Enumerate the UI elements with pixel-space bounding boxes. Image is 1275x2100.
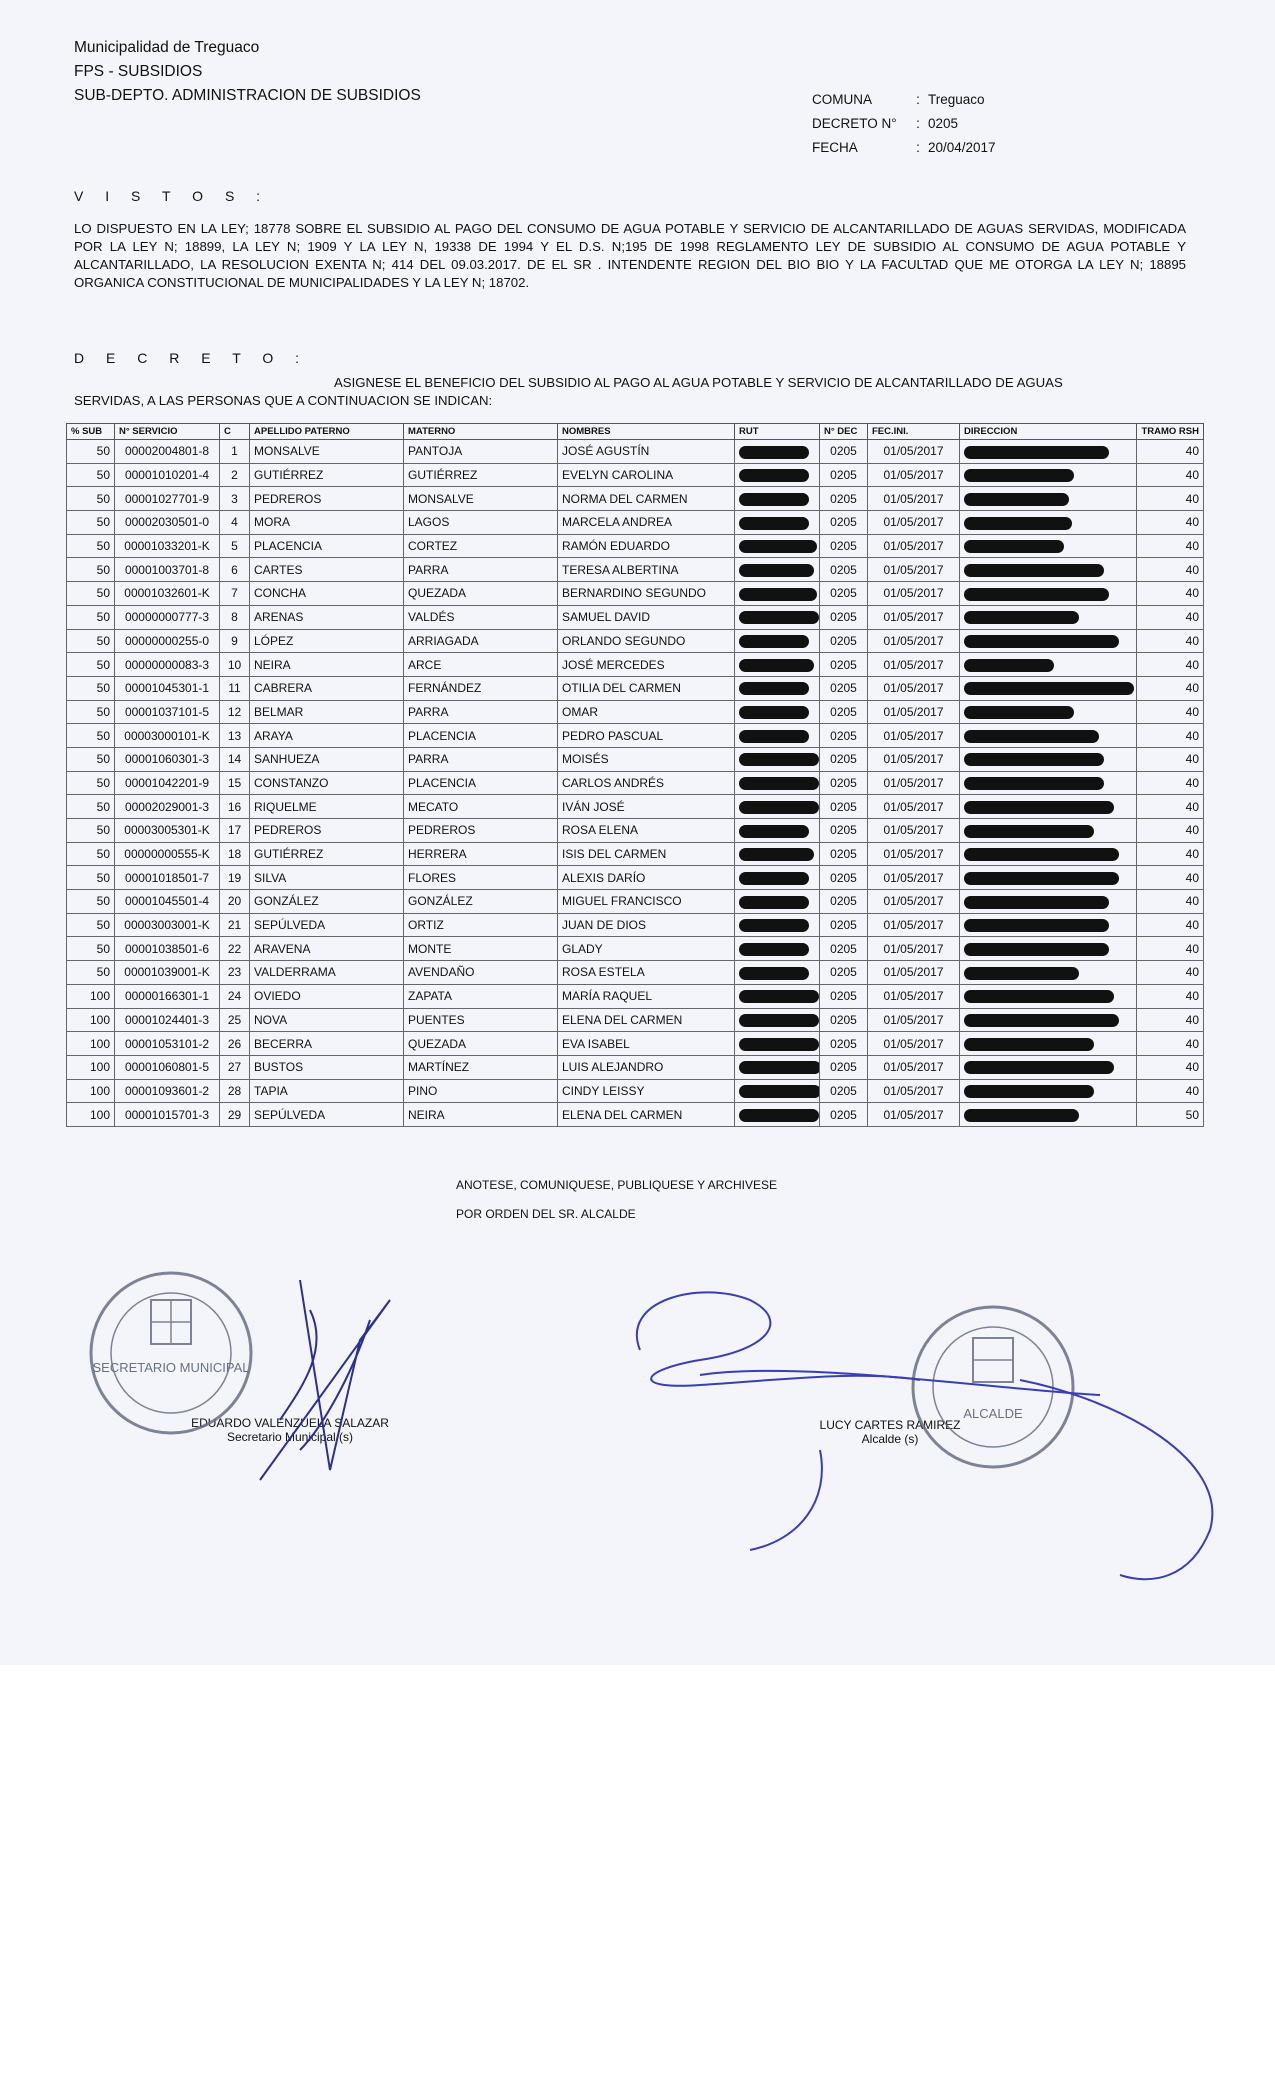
table-cell: 0205	[820, 747, 868, 771]
table-cell: BECERRA	[250, 1032, 404, 1056]
table-cell: 23	[220, 961, 250, 985]
table-cell: IVÁN JOSÉ	[558, 795, 735, 819]
table-cell: 01/05/2017	[868, 1079, 960, 1103]
table-cell: 29	[220, 1103, 250, 1127]
table-cell: 00003005301-K	[115, 819, 220, 843]
table-cell: RIQUELME	[250, 795, 404, 819]
right-signatory-name: LUCY CARTES RAMIREZ	[819, 1418, 961, 1432]
table-cell: 00001045501-4	[115, 890, 220, 914]
table-cell: ARENAS	[250, 605, 404, 629]
table-cell: 9	[220, 629, 250, 653]
table-cell: 40	[1137, 913, 1204, 937]
table-cell: 40	[1137, 937, 1204, 961]
column-header: MATERNO	[404, 424, 558, 440]
table-cell: 0205	[820, 819, 868, 843]
table-cell: 50	[67, 487, 115, 511]
table-cell: ARAYA	[250, 724, 404, 748]
table-cell: CARTES	[250, 558, 404, 582]
table-cell: ORTIZ	[404, 913, 558, 937]
table-cell: 40	[1137, 1008, 1204, 1032]
table-cell: CARLOS ANDRÉS	[558, 771, 735, 795]
table-cell: 0205	[820, 1079, 868, 1103]
decreto-heading: D E C R E T O :	[74, 350, 309, 366]
table-cell: GLADY	[558, 937, 735, 961]
column-header: FEC.INI.	[868, 424, 960, 440]
table-cell: 0205	[820, 724, 868, 748]
table-cell: ALEXIS DARÍO	[558, 866, 735, 890]
table-cell: 40	[1137, 1055, 1204, 1079]
table-cell: 00000000777-3	[115, 605, 220, 629]
column-header: % SUB	[67, 424, 115, 440]
table-cell: 0205	[820, 771, 868, 795]
column-header: DIRECCION	[960, 424, 1137, 440]
sub-department-name: SUB-DEPTO. ADMINISTRACION DE SUBSIDIOS	[74, 87, 421, 104]
right-signatory-title: Alcalde (s)	[861, 1432, 919, 1446]
table-cell: EVELYN CAROLINA	[558, 463, 735, 487]
table-cell: SILVA	[250, 866, 404, 890]
table-cell: 00001060301-3	[115, 747, 220, 771]
table-cell: 40	[1137, 866, 1204, 890]
table-cell: SANHUEZA	[250, 747, 404, 771]
table-cell: 50	[67, 534, 115, 558]
table-cell: OMAR	[558, 700, 735, 724]
table-cell: 0205	[820, 1103, 868, 1127]
table-cell: 40	[1137, 653, 1204, 677]
table-cell: PEDREROS	[250, 487, 404, 511]
table-cell: MARÍA RAQUEL	[558, 984, 735, 1008]
table-cell: ISIS DEL CARMEN	[558, 842, 735, 866]
table-cell: PARRA	[404, 558, 558, 582]
table-cell: 20	[220, 890, 250, 914]
table-cell: 01/05/2017	[868, 463, 960, 487]
table-cell: 01/05/2017	[868, 1103, 960, 1127]
table-cell: 100	[67, 1103, 115, 1127]
table-cell: 50	[67, 511, 115, 535]
table-cell: 100	[67, 1079, 115, 1103]
table-cell: MARCELA ANDREA	[558, 511, 735, 535]
table-cell: 01/05/2017	[868, 771, 960, 795]
table-cell: 40	[1137, 961, 1204, 985]
table-cell: 01/05/2017	[868, 534, 960, 558]
column-header: TRAMO RSH	[1137, 424, 1204, 440]
table-cell: 50	[67, 913, 115, 937]
table-cell: 00002029001-3	[115, 795, 220, 819]
table-cell: 01/05/2017	[868, 890, 960, 914]
table-cell: PARRA	[404, 747, 558, 771]
table-cell: 40	[1137, 724, 1204, 748]
table-cell: LAGOS	[404, 511, 558, 535]
table-cell: 0205	[820, 653, 868, 677]
table-cell: 14	[220, 747, 250, 771]
table-cell: 50	[67, 842, 115, 866]
table-cell: BELMAR	[250, 700, 404, 724]
table-cell: 01/05/2017	[868, 1032, 960, 1056]
table-cell: 40	[1137, 795, 1204, 819]
table-cell: MECATO	[404, 795, 558, 819]
table-cell: 50	[67, 629, 115, 653]
table-cell: OVIEDO	[250, 984, 404, 1008]
table-cell: 18	[220, 842, 250, 866]
table-cell: 40	[1137, 629, 1204, 653]
table-cell: PANTOJA	[404, 440, 558, 464]
table-cell: 28	[220, 1079, 250, 1103]
table-cell: 50	[67, 440, 115, 464]
table-cell: PLACENCIA	[404, 771, 558, 795]
table-cell: NEIRA	[404, 1103, 558, 1127]
table-cell: 50	[67, 819, 115, 843]
table-cell: 40	[1137, 771, 1204, 795]
table-cell: 01/05/2017	[868, 961, 960, 985]
table-cell: CABRERA	[250, 676, 404, 700]
table-cell: 40	[1137, 700, 1204, 724]
table-cell: ORLANDO SEGUNDO	[558, 629, 735, 653]
table-cell: ARAVENA	[250, 937, 404, 961]
table-cell: MONSALVE	[404, 487, 558, 511]
table-cell: 01/05/2017	[868, 582, 960, 606]
table-cell: 00001060801-5	[115, 1055, 220, 1079]
table-cell: 0205	[820, 440, 868, 464]
table-cell: 13	[220, 724, 250, 748]
table-cell: PLACENCIA	[404, 724, 558, 748]
table-cell: 00000000255-0	[115, 629, 220, 653]
table-cell: 50	[67, 605, 115, 629]
table-cell: 00001010201-4	[115, 463, 220, 487]
column-header: N° SERVICIO	[115, 424, 220, 440]
table-cell: 0205	[820, 558, 868, 582]
table-cell: CORTEZ	[404, 534, 558, 558]
left-signature	[260, 1280, 390, 1480]
table-cell: 40	[1137, 582, 1204, 606]
table-cell: 100	[67, 1032, 115, 1056]
table-cell: QUEZADA	[404, 1032, 558, 1056]
table-cell: 0205	[820, 700, 868, 724]
table-cell: NORMA DEL CARMEN	[558, 487, 735, 511]
table-cell: TERESA ALBERTINA	[558, 558, 735, 582]
table-cell: 0205	[820, 511, 868, 535]
table-cell: ELENA DEL CARMEN	[558, 1008, 735, 1032]
table-cell: PARRA	[404, 700, 558, 724]
meta-comuna: COMUNA : Treguaco	[812, 92, 985, 107]
table-cell: 6	[220, 558, 250, 582]
table-cell: BERNARDINO SEGUNDO	[558, 582, 735, 606]
table-cell: TAPIA	[250, 1079, 404, 1103]
table-cell: PEDREROS	[404, 819, 558, 843]
table-cell: RAMÓN EDUARDO	[558, 534, 735, 558]
table-cell: MOISÉS	[558, 747, 735, 771]
table-cell: ZAPATA	[404, 984, 558, 1008]
table-cell: 2	[220, 463, 250, 487]
table-cell: 50	[67, 463, 115, 487]
column-header: N° DEC	[820, 424, 868, 440]
table-cell: GONZÁLEZ	[404, 890, 558, 914]
table-cell: 0205	[820, 1055, 868, 1079]
table-cell: SEPÚLVEDA	[250, 1103, 404, 1127]
left-stamp-inner-text: SECRETARIO MUNICIPAL	[92, 1360, 250, 1375]
table-cell: VALDÉS	[404, 605, 558, 629]
column-header: NOMBRES	[558, 424, 735, 440]
table-cell: 01/05/2017	[868, 487, 960, 511]
table-cell: 50	[67, 558, 115, 582]
column-header: RUT	[735, 424, 820, 440]
table-cell: 0205	[820, 937, 868, 961]
table-cell: 8	[220, 605, 250, 629]
table-cell: 0205	[820, 582, 868, 606]
table-cell: 40	[1137, 890, 1204, 914]
table-cell: 00001018501-7	[115, 866, 220, 890]
closing-line-1: ANOTESE, COMUNIQUESE, PUBLIQUESE Y ARCHIVESE	[456, 1178, 777, 1192]
table-cell: MIGUEL FRANCISCO	[558, 890, 735, 914]
table-cell: 01/05/2017	[868, 700, 960, 724]
column-header: APELLIDO PATERNO	[250, 424, 404, 440]
table-cell: 40	[1137, 747, 1204, 771]
table-cell: 00001027701-9	[115, 487, 220, 511]
table-cell: 00001045301-1	[115, 676, 220, 700]
table-cell: 01/05/2017	[868, 629, 960, 653]
right-signature	[637, 1292, 1213, 1579]
table-cell: 40	[1137, 676, 1204, 700]
table-cell: 40	[1137, 842, 1204, 866]
table-cell: 100	[67, 1008, 115, 1032]
table-cell: 40	[1137, 1079, 1204, 1103]
table-cell: 00000000555-K	[115, 842, 220, 866]
table-cell: 40	[1137, 440, 1204, 464]
table-cell: OTILIA DEL CARMEN	[558, 676, 735, 700]
table-cell: PEDREROS	[250, 819, 404, 843]
table-cell: 100	[67, 984, 115, 1008]
table-cell: 40	[1137, 534, 1204, 558]
table-cell: 50	[1137, 1103, 1204, 1127]
table-cell: MONTE	[404, 937, 558, 961]
vistos-heading: V I S T O S :	[74, 188, 270, 204]
table-cell: 16	[220, 795, 250, 819]
table-cell: 0205	[820, 463, 868, 487]
table-cell: 50	[67, 724, 115, 748]
table-cell: 01/05/2017	[868, 558, 960, 582]
table-cell: JOSÉ AGUSTÍN	[558, 440, 735, 464]
table-cell: MORA	[250, 511, 404, 535]
table-cell: 40	[1137, 605, 1204, 629]
table-cell: GUTIÉRREZ	[250, 463, 404, 487]
table-cell: 3	[220, 487, 250, 511]
table-cell: 0205	[820, 984, 868, 1008]
table-cell: 01/05/2017	[868, 1008, 960, 1032]
table-cell: 50	[67, 771, 115, 795]
secretario-stamp	[91, 1273, 251, 1433]
table-cell: EVA ISABEL	[558, 1032, 735, 1056]
table-cell: 00001024401-3	[115, 1008, 220, 1032]
table-cell: 40	[1137, 984, 1204, 1008]
table-cell: 01/05/2017	[868, 653, 960, 677]
table-cell: 01/05/2017	[868, 747, 960, 771]
table-cell: 27	[220, 1055, 250, 1079]
table-cell: FLORES	[404, 866, 558, 890]
table-cell: 0205	[820, 629, 868, 653]
column-header: C	[220, 424, 250, 440]
table-cell: 50	[67, 700, 115, 724]
table-cell: 10	[220, 653, 250, 677]
table-cell: 00001053101-2	[115, 1032, 220, 1056]
table-cell: 50	[67, 937, 115, 961]
table-cell: LÓPEZ	[250, 629, 404, 653]
table-cell: 50	[67, 866, 115, 890]
table-cell: 01/05/2017	[868, 913, 960, 937]
table-cell: ROSA ESTELA	[558, 961, 735, 985]
table-cell: 00000000083-3	[115, 653, 220, 677]
table-cell: 1	[220, 440, 250, 464]
right-stamp-inner-text: ALCALDE	[963, 1406, 1023, 1421]
table-cell: 0205	[820, 961, 868, 985]
table-cell: 5	[220, 534, 250, 558]
table-cell: 01/05/2017	[868, 724, 960, 748]
table-cell: 21	[220, 913, 250, 937]
table-cell: VALDERRAMA	[250, 961, 404, 985]
table-cell: 00001032601-K	[115, 582, 220, 606]
table-cell: 01/05/2017	[868, 984, 960, 1008]
table-cell: 01/05/2017	[868, 819, 960, 843]
table-cell: CONSTANZO	[250, 771, 404, 795]
table-cell: 40	[1137, 819, 1204, 843]
table-cell: GONZÁLEZ	[250, 890, 404, 914]
table-cell: 00001039001-K	[115, 961, 220, 985]
table-cell: 01/05/2017	[868, 866, 960, 890]
table-cell: ELENA DEL CARMEN	[558, 1103, 735, 1127]
meta-fecha: FECHA : 20/04/2017	[812, 140, 996, 155]
table-cell: 40	[1137, 1032, 1204, 1056]
table-cell: LUIS ALEJANDRO	[558, 1055, 735, 1079]
table-cell: 25	[220, 1008, 250, 1032]
table-cell: CONCHA	[250, 582, 404, 606]
table-cell: 50	[67, 676, 115, 700]
table-cell: 40	[1137, 511, 1204, 535]
table-cell: GUTIÉRREZ	[404, 463, 558, 487]
table-cell: AVENDAÑO	[404, 961, 558, 985]
table-cell: 01/05/2017	[868, 605, 960, 629]
table-cell: 01/05/2017	[868, 842, 960, 866]
table-cell: 00001042201-9	[115, 771, 220, 795]
table-cell: ARRIAGADA	[404, 629, 558, 653]
vistos-text: LO DISPUESTO EN LA LEY; 18778 SOBRE EL SUBSIDIO AL PAGO DEL CONSUMO DE AGUA POTABLE Y SERVICIO DE ALCANTARILLADO DE AGUAS SERVIDAS, MODIFICADA POR LA LEY N; 18899, LA LEY N; 1909 Y LA LEY N, 19338 DE 1994 Y EL D.S. N;195 DE 1998 REGLAMENTO LEY DE SUBSIDIO AL CONSUMO DE AGUA POTABLE Y ALCANTARILLADO, LA RESOLUCION EXENTA N; 414 DEL 09.03.2017. DE EL SR . INTENDENTE REGION DEL BIO BIO Y LA FACULTAD QUE ME OTORGA LA LEY N; 18895 ORGANICA CONSTITUCIONAL DE MUNICIPALIDADES Y LA LEY N; 18702.	[74, 221, 1186, 290]
municipality-name: Municipalidad de Treguaco	[74, 39, 260, 56]
table-cell: 19	[220, 866, 250, 890]
table-cell: FERNÁNDEZ	[404, 676, 558, 700]
table-cell: 01/05/2017	[868, 676, 960, 700]
table-cell: 0205	[820, 487, 868, 511]
table-cell: HERRERA	[404, 842, 558, 866]
table-cell: 50	[67, 795, 115, 819]
table-cell: 0205	[820, 842, 868, 866]
department-name: FPS - SUBSIDIOS	[74, 63, 203, 80]
table-cell: 50	[67, 653, 115, 677]
table-cell: 00000166301-1	[115, 984, 220, 1008]
table-cell: 4	[220, 511, 250, 535]
table-cell: 40	[1137, 558, 1204, 582]
table-cell: BUSTOS	[250, 1055, 404, 1079]
table-cell: 01/05/2017	[868, 795, 960, 819]
table-cell: 40	[1137, 487, 1204, 511]
table-cell: 0205	[820, 1032, 868, 1056]
table-cell: 0205	[820, 795, 868, 819]
table-cell: ROSA ELENA	[558, 819, 735, 843]
table-cell: 0205	[820, 534, 868, 558]
table-cell: 0205	[820, 866, 868, 890]
table-cell: 17	[220, 819, 250, 843]
table-cell: SEPÚLVEDA	[250, 913, 404, 937]
table-cell: 00003003001-K	[115, 913, 220, 937]
table-cell: 22	[220, 937, 250, 961]
table-cell: 12	[220, 700, 250, 724]
table-cell: 00001003701-8	[115, 558, 220, 582]
table-cell: 40	[1137, 463, 1204, 487]
table-cell: JUAN DE DIOS	[558, 913, 735, 937]
table-cell: MARTÍNEZ	[404, 1055, 558, 1079]
table-cell: 00002030501-0	[115, 511, 220, 535]
table-cell: 100	[67, 1055, 115, 1079]
table-cell: 7	[220, 582, 250, 606]
table-cell: 50	[67, 961, 115, 985]
table-cell: 01/05/2017	[868, 1055, 960, 1079]
table-cell: 0205	[820, 890, 868, 914]
table-cell: 24	[220, 984, 250, 1008]
table-cell: PEDRO PASCUAL	[558, 724, 735, 748]
decreto-text: ASIGNESE EL BENEFICIO DEL SUBSIDIO AL PAGO AL AGUA POTABLE Y SERVICIO DE ALCANTARILLADO DE AGUAS SERVIDAS, A LAS PERSONAS QUE A CONTINUACION SE INDICAN:	[74, 375, 1063, 408]
table-cell: 50	[67, 582, 115, 606]
table-cell: JOSÉ MERCEDES	[558, 653, 735, 677]
table-cell: MONSALVE	[250, 440, 404, 464]
table-cell: QUEZADA	[404, 582, 558, 606]
table-cell: 00001033201-K	[115, 534, 220, 558]
table-cell: 00003000101-K	[115, 724, 220, 748]
table-cell: CINDY LEISSY	[558, 1079, 735, 1103]
table-cell: 00002004801-8	[115, 440, 220, 464]
table-cell: 01/05/2017	[868, 937, 960, 961]
table-cell: NEIRA	[250, 653, 404, 677]
table-cell: PINO	[404, 1079, 558, 1103]
left-signatory-title: Secretario Municipal (s)	[226, 1430, 354, 1444]
table-cell: 0205	[820, 676, 868, 700]
table-cell: 26	[220, 1032, 250, 1056]
table-cell: PUENTES	[404, 1008, 558, 1032]
table-cell: 00001093601-2	[115, 1079, 220, 1103]
table-cell: PLACENCIA	[250, 534, 404, 558]
table-cell: NOVA	[250, 1008, 404, 1032]
table-cell: 50	[67, 890, 115, 914]
table-cell: 00001015701-3	[115, 1103, 220, 1127]
table-cell: 01/05/2017	[868, 440, 960, 464]
table-cell: 0205	[820, 605, 868, 629]
closing-line-2: POR ORDEN DEL SR. ALCALDE	[456, 1207, 636, 1221]
table-cell: 00001038501-6	[115, 937, 220, 961]
table-cell: 0205	[820, 913, 868, 937]
left-signatory-name: EDUARDO VALENZUELA SALAZAR	[191, 1416, 389, 1430]
table-cell: 00001037101-5	[115, 700, 220, 724]
table-cell: 01/05/2017	[868, 511, 960, 535]
table-cell: SAMUEL DAVID	[558, 605, 735, 629]
table-cell: 50	[67, 747, 115, 771]
table-cell: ARCE	[404, 653, 558, 677]
table-cell: 11	[220, 676, 250, 700]
meta-decreto: DECRETO N° : 0205	[812, 116, 959, 131]
table-cell: 15	[220, 771, 250, 795]
table-cell: 0205	[820, 1008, 868, 1032]
table-cell: GUTIÉRREZ	[250, 842, 404, 866]
